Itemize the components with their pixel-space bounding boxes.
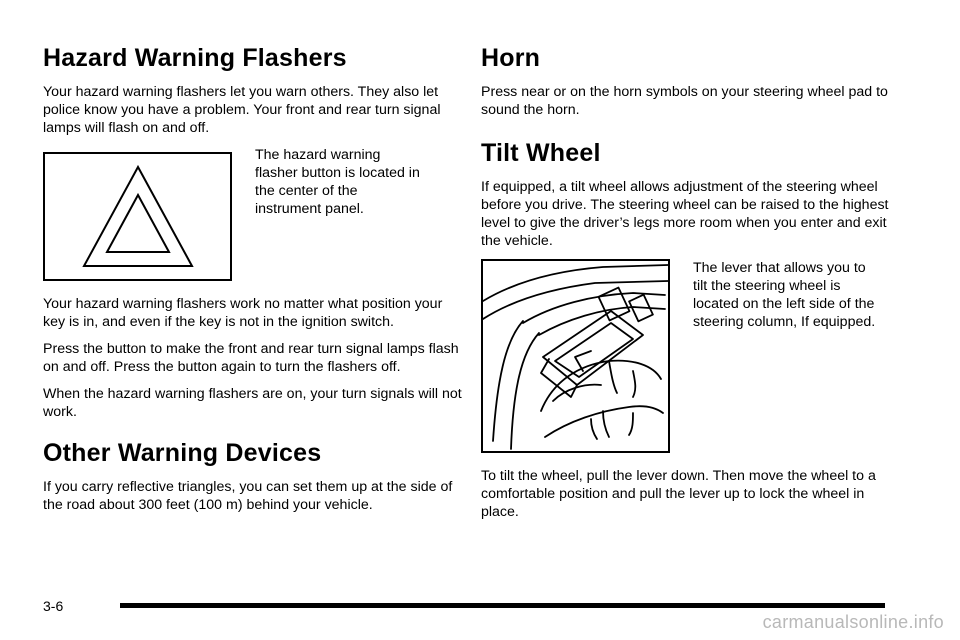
- other-devices-paragraph: If you carry reflective triangles, you can set them up at the side of the road about 300 feet (100 m) behind your vehicle.: [43, 479, 453, 513]
- tilt-lever-illustration: [483, 261, 668, 451]
- tilt-paragraph-2: To tilt the wheel, pull the lever down. Then move the wheel to a comfortable position and pull the lever up to lock the wheel in place.: [481, 468, 876, 520]
- hazard-paragraph-4: When the hazard warning flashers are on, your turn signals will not work.: [43, 386, 462, 420]
- horn-title: Horn: [481, 44, 541, 72]
- tilt-caption: The lever that allows you to tilt the steering wheel is located on the left side of the steering column, If equipped.: [693, 260, 876, 330]
- hazard-paragraph-3: Press the button to make the front and rear turn signal lamps flash on and off. Press the button again to turn the flashers off.: [43, 341, 459, 375]
- hazard-title: Hazard Warning Flashers: [43, 44, 347, 72]
- hazard-figure-row: [43, 146, 463, 281]
- hazard-paragraph-2: Your hazard warning flashers work no matter what position your key is in, and even if the key is not in the ignition switch.: [43, 296, 443, 330]
- right-column: [481, 40, 901, 530]
- left-column: [43, 40, 463, 523]
- hazard-caption: The hazard warning flasher button is located in the center of the instrument panel.: [255, 147, 420, 217]
- watermark-text: carmanualsonline.info: [762, 612, 944, 632]
- tilt-figure-row: [481, 259, 901, 453]
- other-devices-title: Other Warning Devices: [43, 439, 322, 467]
- hazard-paragraph-1: Your hazard warning flashers let you warn others. They also let police know you have a problem. Your front and rear turn signal lamps will flash on and off.: [43, 84, 441, 136]
- tilt-paragraph-1: If equipped, a tilt wheel allows adjustment of the steering wheel before you drive. The steering wheel can be raised to the highest level to give the driver’s legs more room when you enter and exit the vehicle.: [481, 179, 889, 249]
- tilt-figure: [481, 259, 670, 453]
- hazard-triangle-icon: [78, 162, 198, 272]
- footer-rule: [120, 603, 885, 608]
- tilt-title: Tilt Wheel: [481, 139, 601, 167]
- hazard-figure: [43, 152, 232, 281]
- page-number: 3-6: [43, 598, 64, 614]
- horn-paragraph: Press near or on the horn symbols on your steering wheel pad to sound the horn.: [481, 84, 888, 118]
